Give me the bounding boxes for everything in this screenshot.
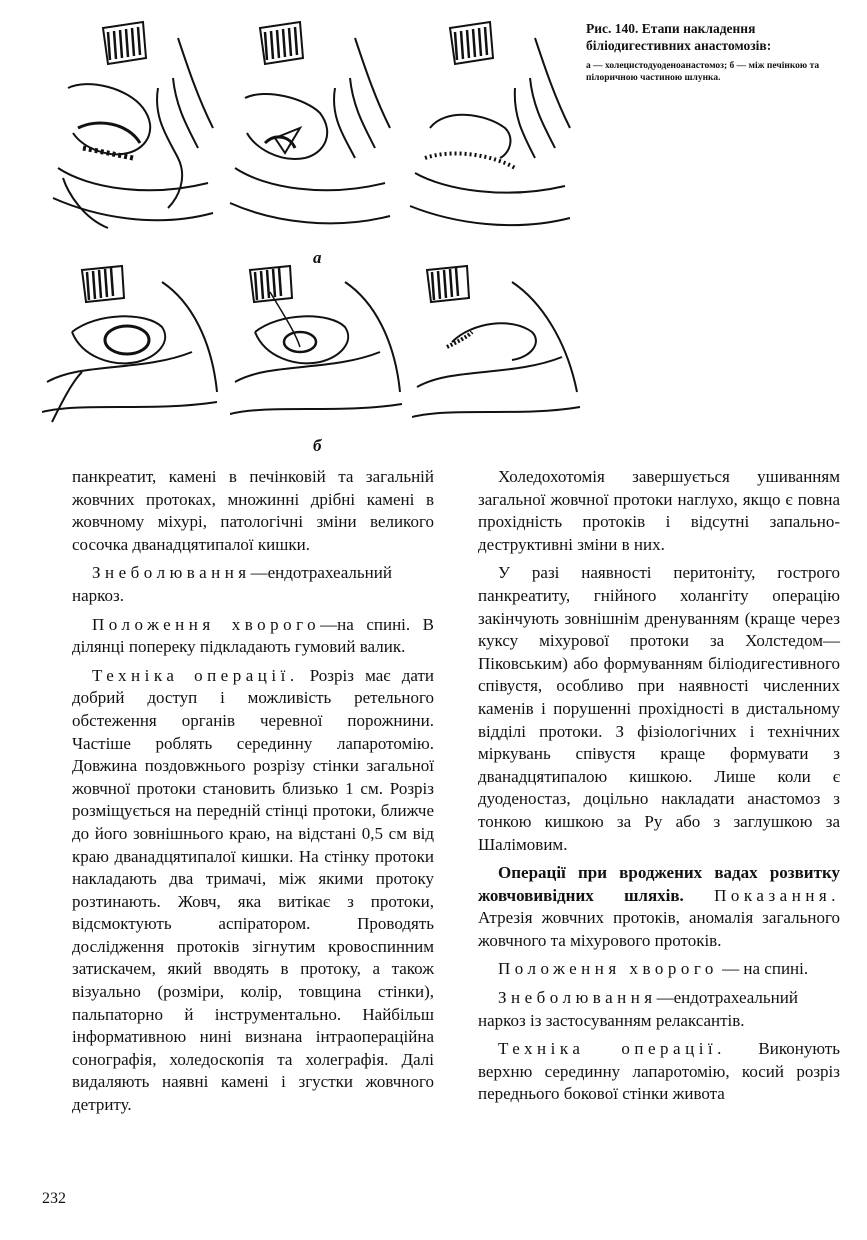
spaced-heading: Знеболювання	[92, 563, 251, 583]
paragraph	[478, 562, 840, 856]
text-run: Атрезія жовчних протоків, аномалія загального жовчного та міхурового протоків.	[478, 908, 840, 950]
text-run: У разі наявності перитоніту, гострого панкреатиту, гнійного холангіту операцію закінчують зовнішнім дренуванням (краще через куксу міхурової протоки за Холстедом—Піковським) або формуванням біліодигестивного співустя, особливо при наявності численних каменів і порушенні прохідності в дистальному відділі протоки. З фізіологічних і технічних міркувань співустя краще формувати з дванадцятипалою кишкою. Лише коли є дуоденостаз, доцільно накладати анастомоз з тонкою кишкою за Ру або з заглушкою за Шалімовим.	[478, 563, 840, 854]
spaced-heading: Техніка операції.	[92, 665, 299, 685]
surgical-illustration	[225, 18, 395, 250]
text-run: Холедохотомія завершується ушиванням загальної жовчної протоки наглухо, якщо є повна прохідність протоків і відсутні запально-деструктивні зміни в них.	[478, 467, 840, 554]
surgical-illustration	[405, 18, 575, 250]
text-run: —на спині. В ділянці попереку підкладають гумовий валик.	[72, 614, 434, 657]
surgical-illustration	[48, 18, 218, 250]
text-run: Розріз має дати добрий доступ і можливість ретельного обстеження органів черевної порожнини. Частіше роблять серединну лапаротомію. Довжина поздовжнього розрізу стінки загальної жовчної протоки становить близько 1 см. Розріз розміщується на передній стінці протоки, ближче до його зовнішнього краю, на відстані 0,5 см від краю дванадцятипалої кишки. На стінку протоки накладають два тримачі, між якими протоку розтинають. Жовч, яка витікає з протоки, відсмоктують аспіратором. Проводять дослідження протоків зігнутим кровоспинним затискачем, який вводять в протоку, а також візуально (розміри, колір, товщина стінки), пальпаторно й інструментально. Найбільш інформативною нині визнана інтраопераційна сонографія, холедоскопія та холеграфія. Далі видаляють наявні камені і згустки жовчного детриту.	[72, 665, 434, 1115]
text-run: —ендотрахеальний наркоз.	[72, 563, 392, 605]
figure-panel-b2	[230, 262, 405, 434]
paragraph	[478, 862, 840, 952]
spaced-heading: Знеболювання	[498, 988, 657, 1008]
spaced-heading: Положення хворого	[498, 959, 718, 979]
figure-panel-a3	[405, 18, 575, 250]
spaced-heading: Положення хворого	[92, 614, 321, 634]
figure-legend: а — холецистодуоденоанастомоз; б — між печінкою та пілоричною частиною шлунка.	[586, 61, 820, 83]
figure-label-a: а	[313, 248, 322, 267]
paragraph	[478, 958, 840, 981]
text-run: —ендотрахеальний наркоз із застосуванням релаксантів.	[478, 988, 798, 1030]
text-run: Виконують верхню серединну лапаротомію, косий розріз переднього бокової стінки живота	[478, 1039, 840, 1104]
surgical-illustration	[412, 262, 582, 434]
text-run: — на спині.	[717, 959, 809, 979]
surgical-illustration	[230, 262, 405, 434]
paragraph	[72, 665, 434, 1117]
figure-panel-b3	[412, 262, 582, 434]
bold-heading: Операції при вроджених вадах розвитку жовчовивідних шляхів.	[478, 863, 840, 905]
figure-panel-a2	[225, 18, 395, 250]
figure-label-b: б	[313, 436, 322, 455]
text-run: панкреатит, камені в печінковій та загальній жовчних протоках, множинні дрібні камені в жовчному міхурі, патологічні зміни великого сосочка дванадцятипалої кишки.	[72, 467, 434, 554]
paragraph	[478, 987, 840, 1032]
paragraph	[478, 1038, 840, 1106]
spaced-heading: Показання.	[714, 885, 840, 905]
paragraph	[72, 614, 434, 659]
paragraph	[72, 466, 434, 556]
paragraph	[72, 562, 434, 607]
figure-caption	[586, 20, 856, 84]
page-number: 232	[42, 1190, 66, 1207]
figure-panel-a1	[48, 18, 218, 250]
spaced-heading: Техніка операції.	[498, 1039, 726, 1059]
surgical-illustration	[42, 262, 222, 434]
right-column	[478, 466, 840, 1112]
text-run	[684, 886, 714, 905]
figure-title: Рис. 140. Етапи накладення біліодигестивних анастомозів:	[586, 21, 772, 53]
left-column	[72, 466, 434, 1123]
paragraph	[478, 466, 840, 556]
figure-panel-b1	[42, 262, 222, 434]
